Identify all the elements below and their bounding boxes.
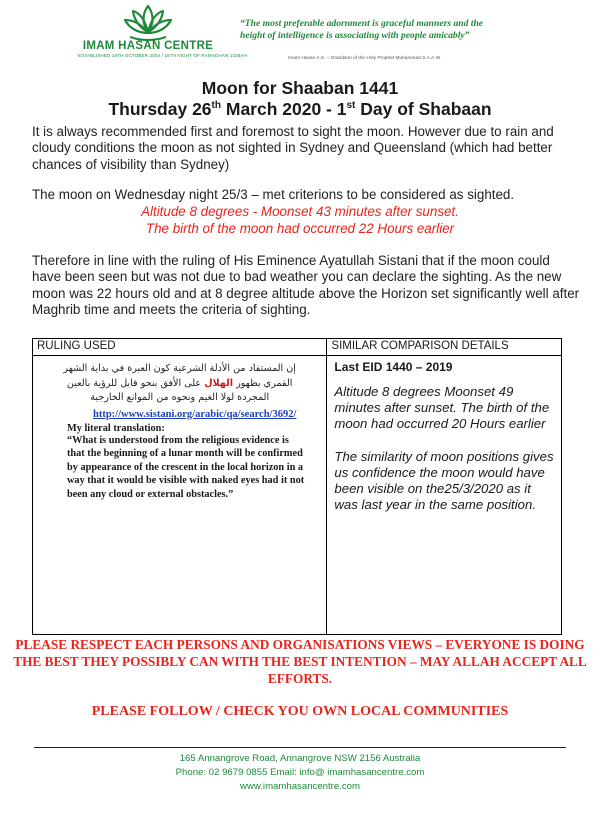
altitude-detail: Altitude 8 degrees - Moonset 43 minutes after sunset. <box>141 204 459 219</box>
follow-notice: PLEASE FOLLOW / CHECK YOU OWN LOCAL COMMUNITIES <box>91 704 509 719</box>
quote-attribution: Imam Hasan A.S. – Grandson of the Holy Prophet Muhammad S.A.A.W <box>288 56 441 61</box>
ruling-cell <box>33 356 327 635</box>
respect-notice: PLEASE RESPECT EACH PERSONS AND ORGANISATIONS VIEWS – EVERYONE IS DOING THE BEST THEY POSSIBLY CAN WITH THE BEST INTENTION – MAY ALLAH ACCEPT ALL EFFORTS. <box>13 637 587 686</box>
ruling-header: RULING USED <box>33 339 327 356</box>
page-subtitle <box>0 99 600 120</box>
subtitle-superscript: st <box>346 100 356 112</box>
birth-detail: The birth of the moon had occurred 22 Hours earlier <box>145 221 455 236</box>
lotus-logo-icon <box>122 2 174 42</box>
comparison-heading: Last EID 1440 – 2019 <box>334 360 453 374</box>
footer-address: 165 Annangrove Road, Annangrove NSW 2156 Australia <box>179 753 421 764</box>
org-name: IMAM HASAN CENTRE <box>82 40 214 52</box>
comparison-note: The similarity of moon positions gives us confidence the moon would have been visible on the25/3/2020 as it was last year in the same position. <box>334 448 554 513</box>
sighting-paragraph: The moon on Wednesday night 25/3 – met criterions to be considered as sighted. <box>32 187 515 202</box>
established-line: ESTABLISHED 16TH OCTOBER 2004 / 15TH NIGHT OF RAMADHAN 1425AH <box>78 53 247 58</box>
page-title: Moon for Shaaban 1441 <box>201 78 399 98</box>
arabic-highlight: الهلال <box>204 377 234 389</box>
footer-website[interactable]: www.imamhasancentre.com <box>240 781 360 792</box>
subtitle-superscript: th <box>211 100 221 112</box>
subtitle-part: Thursday 26 <box>108 99 212 119</box>
translation-title: My literal translation: <box>67 422 165 434</box>
arabic-text: على الأفق بنحو قابل للرؤية بالعين المجردة لولا الغيم ونحوه من الموانع الخارجية <box>66 377 270 404</box>
subtitle-part: Day of Shabaan <box>355 99 492 119</box>
comparison-header: SIMILAR COMPARISON DETAILS <box>327 339 562 356</box>
sistani-link[interactable]: http://www.sistani.org/arabic/qa/search/3692/ <box>93 408 297 420</box>
comparison-cell <box>327 356 562 635</box>
ruling-table <box>32 338 562 635</box>
centre-logo <box>78 2 247 58</box>
ruling-paragraph: Therefore in line with the ruling of His Eminence Ayatullah Sistani that if the moon could have been seen but was not due to bad weather you can declare the sighting. As the new moon was 22 hours old and at 8 degree altitude above the Horizon set significantly well after Maghrib time and meets the criteria of sighting. <box>32 253 580 318</box>
footer-contact: Phone: 02 9679 0855 Email: info@ imamhasancentre.com <box>175 767 425 778</box>
page-header <box>0 0 600 75</box>
arabic-text: إن المستفاد من الأدلة الشرعية كون العبرة في بداية الشهر القمري بظهور <box>63 363 296 389</box>
arabic-ruling <box>57 362 302 406</box>
subtitle-part: March 2020 - 1 <box>221 99 347 119</box>
intro-paragraph: It is always recommended first and foremost to sight the moon. However due to rain and cloudy conditions the moon as not sighted in Sydney and Queensland (which had better chances of visibility than Sydney) <box>32 124 554 172</box>
comparison-details: Altitude 8 degrees Moonset 49 minutes after sunset. The birth of the moon had occurred 20 Hours earlier <box>334 384 550 432</box>
footer-divider <box>34 747 566 748</box>
translation-text: “What is understood from the religious evidence is that the beginning of a lunar month will be confirmed by appearance of the crescent in the local horizon in a way that it would be visible with naked eyes had it not been any cloud or external obstacles.” <box>67 434 305 500</box>
header-quote: “The most preferable adornment is graceful manners and the height of intelligence is associating with people amicably” <box>240 18 484 41</box>
